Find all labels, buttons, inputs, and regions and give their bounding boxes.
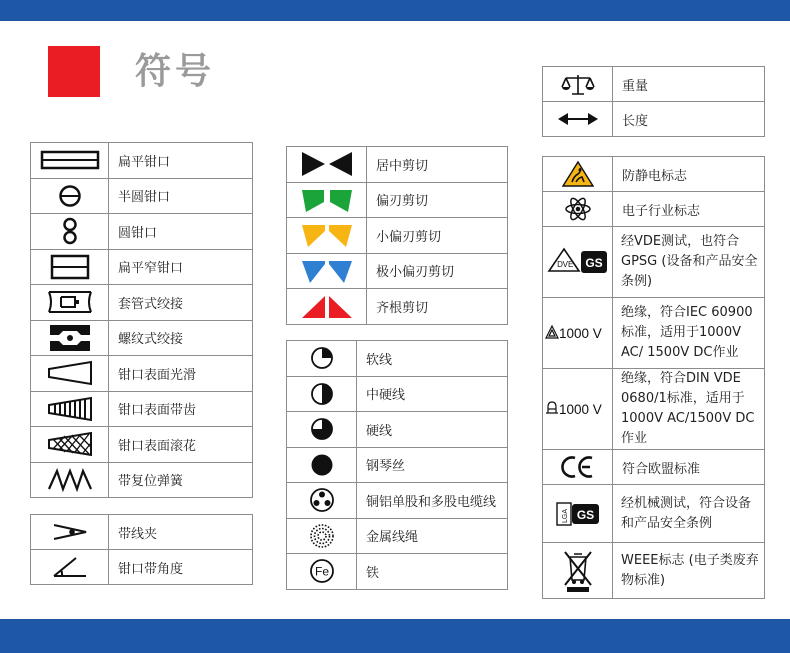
table-row [31,249,253,285]
table-row [31,178,253,214]
gs-text: GS [576,507,594,522]
wire-clip-icon [50,522,90,542]
knurled-jaw-surface-icon [45,430,95,458]
ce-mark-icon [560,454,596,480]
list-item-label: 铁 [357,554,508,590]
page-title: 符号 [135,51,216,92]
table-row [31,356,253,392]
vde-text-d: D [556,260,563,269]
list-item-label: 齐根剪切 [367,289,508,325]
table-row [31,320,253,356]
list-item-label: 钢琴丝 [357,447,508,483]
table-row [31,550,253,585]
bottom-banner-bar [0,619,790,653]
extra-small-bevel-cut-icon [300,257,354,285]
voltage-text: 1000 V [558,402,602,417]
scale-icon [560,72,596,96]
list-item-label: 扁平钳口 [109,143,253,179]
table-row [543,102,765,137]
table-row [287,554,508,590]
list-item-label: 扁平窄钳口 [109,249,253,285]
table-row [287,412,508,448]
list-item-label: 中硬线 [357,376,508,412]
table-row [543,298,765,369]
vde-text-ve: VE [562,260,573,269]
list-item-label: 绝缘，符合DIN VDE 0680/1标准，适用于1000V AC/1500V DC作业 [613,369,765,450]
copper-aluminum-cable-icon [309,487,335,513]
list-item-label: 绝缘，符合IEC 60900标准，适用于1000V AC/ 1500V DC作业 [613,298,765,369]
list-item-label: 圆钳口 [109,214,253,250]
table-row [543,227,765,298]
list-item-label: 防静电标志 [613,157,765,192]
table-row [31,462,253,498]
wire-rope-icon [309,523,335,549]
table-row [543,543,765,599]
medium-hard-wire-icon [310,382,334,406]
lga-gs-icon [555,500,601,528]
jaw-types-table [30,142,253,498]
cutting-types-table [286,146,508,325]
table-row [31,427,253,463]
table-row [543,485,765,543]
flat-jaw-icon [40,149,100,171]
piano-wire-icon [310,453,334,477]
vde-gs-icon [547,247,609,277]
angled-jaw-icon [50,554,90,580]
flush-cut-icon [300,292,354,320]
list-item-label: 符合欧盟标准 [613,450,765,485]
iron-fe-icon [309,558,335,584]
table-row [287,289,508,325]
center-cut-icon [300,150,354,178]
return-spring-icon [45,467,95,493]
list-item-label: 偏刃剪切 [367,182,508,218]
list-item-label: 钳口表面带齿 [109,391,253,427]
list-item-label: 硬线 [357,412,508,448]
list-item-label: 金属线绳 [357,518,508,554]
soft-wire-icon [310,346,334,370]
list-item-label: 经机械测试，符合设备和产品安全条例 [613,485,765,543]
esd-icon [562,160,594,188]
round-jaw-icon [61,217,79,245]
pipe-crimp-icon [45,289,95,315]
extra-features-table [30,514,253,585]
list-item-label: 小偏刃剪切 [367,218,508,254]
table-row [543,67,765,102]
table-row [287,341,508,377]
gs-text: GS [584,256,603,270]
list-item-label: 极小偏刃剪切 [367,253,508,289]
atom-icon [563,195,593,223]
serrated-jaw-surface-icon [45,395,95,423]
small-bevel-cut-icon [300,221,354,249]
list-item-label: 长度 [613,102,765,137]
table-row [287,483,508,519]
list-item-label: 钳口表面光滑 [109,356,253,392]
triangle-1000v-icon [545,323,611,343]
lga-text: LGA [561,508,569,523]
bevel-cut-icon [300,186,354,214]
list-item-label: 软线 [357,341,508,377]
table-row [31,391,253,427]
flat-narrow-jaw-icon [50,254,90,280]
list-item-label: WEEE标志 (电子类废弃物标准) [613,543,765,599]
table-row [31,143,253,179]
table-row [31,285,253,321]
red-title-square [48,46,100,97]
table-row [31,214,253,250]
table-row [287,376,508,412]
top-banner-bar [0,0,790,21]
list-item-label: 钳口表面滚花 [109,427,253,463]
half-round-jaw-icon [58,184,82,208]
measures-table [542,66,765,137]
length-arrows-icon [556,109,600,129]
wire-types-table [286,340,508,590]
screw-crimp-icon [47,323,93,353]
list-item-label: 螺纹式绞接 [109,320,253,356]
list-item-label: 钳口带角度 [109,550,253,585]
list-item-label: 居中剪切 [367,147,508,183]
list-item-label: 带复位弹簧 [109,462,253,498]
table-row [287,182,508,218]
list-item-label: 经VDE测试，也符合GPSG (设备和产品安全条例) [613,227,765,298]
smooth-jaw-surface-icon [45,359,95,387]
table-row [287,253,508,289]
table-row [287,147,508,183]
weee-bin-icon [561,549,595,593]
list-item-label: 带线夹 [109,515,253,550]
bell-1000v-icon [545,399,611,419]
list-item-label: 半圆钳口 [109,178,253,214]
list-item-label: 重量 [613,67,765,102]
table-row [287,518,508,554]
table-row [31,515,253,550]
fe-text: Fe [314,564,329,579]
table-row [287,447,508,483]
table-row [543,192,765,227]
table-row [543,450,765,485]
hard-wire-icon [310,417,334,441]
table-row [543,369,765,450]
table-row [543,157,765,192]
table-row [287,218,508,254]
list-item-label: 套管式绞接 [109,285,253,321]
certifications-table [542,156,765,599]
voltage-text: 1000 V [558,326,602,341]
list-item-label: 电子行业标志 [613,192,765,227]
list-item-label: 铜铝单股和多股电缆线 [357,483,508,519]
